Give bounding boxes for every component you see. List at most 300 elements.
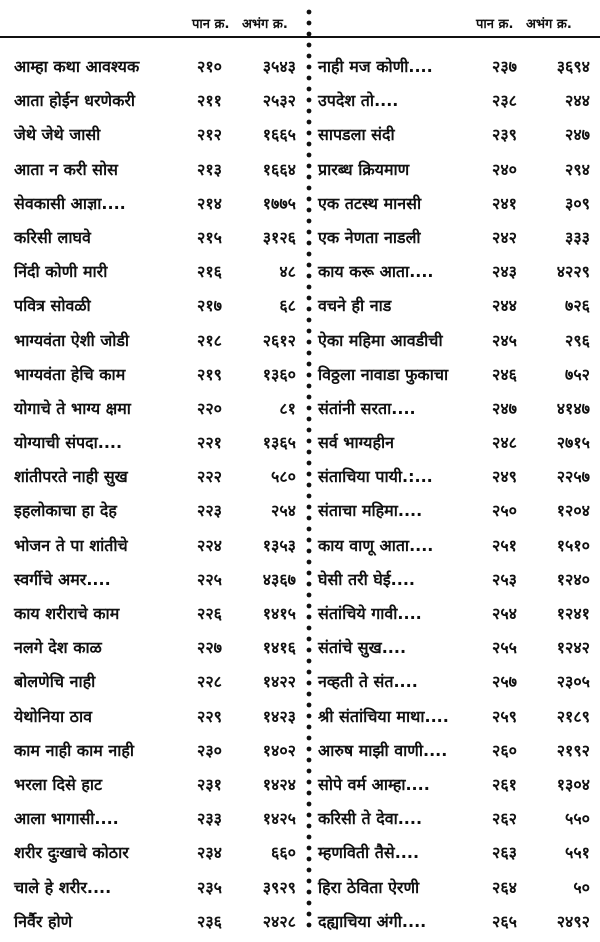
divider-dot bbox=[307, 252, 312, 257]
entry-page-number: २३३ bbox=[197, 809, 222, 829]
index-entry bbox=[14, 426, 304, 460]
index-entry bbox=[14, 221, 304, 255]
entry-title: नाही मज कोणी.... bbox=[318, 57, 433, 76]
divider-dot bbox=[307, 626, 312, 631]
entry-abhang-number: २९४ bbox=[565, 159, 590, 179]
entry-title: म्हणविती तैसे.... bbox=[318, 843, 420, 863]
entry-abhang-number: २६१२ bbox=[262, 330, 296, 350]
entry-abhang-number: २४२८ bbox=[262, 911, 296, 931]
divider-dot bbox=[307, 329, 312, 334]
entry-page-number: २२४ bbox=[197, 535, 222, 555]
entry-page-number: २२५ bbox=[197, 569, 222, 589]
divider-dot bbox=[307, 868, 312, 873]
entry-abhang-number: १३६० bbox=[262, 364, 296, 384]
entry-title: निंदी कोणी मारी bbox=[14, 262, 108, 282]
entry-abhang-number: ५५० bbox=[565, 809, 590, 829]
index-entry bbox=[318, 118, 593, 152]
divider-dot bbox=[307, 758, 312, 763]
divider-dot bbox=[307, 285, 312, 290]
index-entry bbox=[14, 700, 304, 734]
entry-page-number: २४५ bbox=[492, 330, 517, 350]
entry-title: ऐका महिमा आवडीची bbox=[318, 330, 443, 350]
entry-title: बोलणेचि नाही bbox=[14, 672, 96, 692]
entry-title: आम्हा कथा आवश्यक bbox=[14, 57, 140, 76]
entry-abhang-number: ३०९ bbox=[565, 193, 590, 213]
divider-dot bbox=[307, 395, 312, 400]
entry-title: सोपे वर्म आम्हा.... bbox=[318, 774, 430, 794]
divider-dot bbox=[307, 65, 312, 70]
entry-title: सेवकासी आज्ञा.... bbox=[14, 193, 126, 213]
index-entry bbox=[318, 665, 593, 699]
entry-abhang-number: १४२३ bbox=[262, 706, 296, 726]
entry-abhang-number: १३०४ bbox=[556, 774, 590, 794]
index-entry bbox=[14, 734, 304, 768]
divider-dot bbox=[307, 340, 312, 345]
entry-abhang-number: ४१४७ bbox=[556, 398, 590, 418]
entry-title: काम नाही काम नाही bbox=[14, 740, 135, 760]
right-column-header bbox=[476, 14, 580, 32]
index-entry bbox=[318, 631, 593, 665]
index-entry bbox=[14, 153, 304, 187]
divider-dot bbox=[307, 659, 312, 664]
index-entry bbox=[14, 187, 304, 221]
entry-abhang-number: २५४ bbox=[271, 501, 296, 521]
entry-page-number: २४४ bbox=[492, 296, 517, 316]
entry-abhang-number: १७७५ bbox=[262, 193, 296, 213]
entry-abhang-number: १३५३ bbox=[262, 535, 296, 555]
entry-page-number: २२३ bbox=[197, 501, 222, 521]
divider-dot bbox=[307, 494, 312, 499]
divider-dot bbox=[307, 76, 312, 81]
entry-page-number: २५४ bbox=[492, 604, 517, 623]
divider-dot bbox=[307, 472, 312, 477]
index-entry bbox=[318, 734, 593, 768]
index-entry bbox=[14, 597, 304, 631]
entry-abhang-number: ३९२९ bbox=[262, 877, 296, 897]
divider-dot bbox=[307, 263, 312, 268]
entry-page-number: २६१ bbox=[492, 774, 517, 794]
index-entry bbox=[318, 426, 593, 460]
index-entry bbox=[318, 392, 593, 426]
divider-dot bbox=[307, 230, 312, 235]
entry-title: काय शरीराचे काम bbox=[14, 604, 120, 623]
entry-abhang-number: १२४२ bbox=[556, 638, 590, 658]
entry-title: नलगे देश काळ bbox=[14, 638, 102, 658]
divider-dot bbox=[307, 637, 312, 642]
page-number-heading: पान क्र. bbox=[192, 17, 230, 32]
divider-dot bbox=[307, 131, 312, 136]
entry-page-number: २५७ bbox=[492, 672, 517, 692]
index-entry bbox=[14, 494, 304, 528]
divider-dot bbox=[307, 406, 312, 411]
left-column-header bbox=[192, 14, 296, 32]
divider-dot bbox=[307, 769, 312, 774]
entry-abhang-number: १२०४ bbox=[556, 501, 590, 521]
entry-title: पवित्र सोवळी bbox=[14, 296, 91, 316]
divider-dot bbox=[307, 571, 312, 576]
divider-dot bbox=[307, 703, 312, 708]
entry-abhang-number: २१९२ bbox=[556, 740, 590, 760]
divider-dot bbox=[307, 527, 312, 532]
index-entry bbox=[318, 836, 593, 870]
divider-dot bbox=[307, 593, 312, 598]
entry-title: येथोनिया ठाव bbox=[14, 706, 93, 726]
index-entry bbox=[14, 255, 304, 289]
divider-dot bbox=[307, 648, 312, 653]
abhang-number-heading: अभंग क्र. bbox=[525, 17, 572, 32]
divider-dot bbox=[307, 307, 312, 312]
entry-abhang-number: १४२४ bbox=[262, 774, 296, 794]
entry-page-number: २५३ bbox=[492, 569, 517, 589]
divider-dot bbox=[307, 208, 312, 213]
index-entry bbox=[14, 631, 304, 665]
index-entry bbox=[14, 768, 304, 802]
divider-dot bbox=[307, 824, 312, 829]
entry-page-number: २६५ bbox=[492, 911, 517, 931]
entry-title: दह्याचिया अंगी.... bbox=[318, 911, 427, 931]
entry-page-number: २६२ bbox=[492, 809, 517, 829]
entry-abhang-number: ७५२ bbox=[565, 364, 590, 384]
divider-dot bbox=[307, 846, 312, 851]
entry-abhang-number: १४२५ bbox=[262, 809, 296, 829]
divider-dot bbox=[307, 791, 312, 796]
index-entry bbox=[318, 597, 593, 631]
index-entry bbox=[318, 768, 593, 802]
index-entry bbox=[318, 563, 593, 597]
entry-title: आता होईन धरणेकरी bbox=[14, 91, 136, 111]
entry-page-number: २३५ bbox=[197, 877, 222, 897]
divider-dot bbox=[307, 879, 312, 884]
divider-dot bbox=[307, 450, 312, 455]
entry-abhang-number: ५० bbox=[573, 877, 590, 897]
index-entry bbox=[318, 494, 593, 528]
entry-abhang-number: २४९२ bbox=[556, 911, 590, 931]
entry-title: शरीर दुःखाचे कोठार bbox=[14, 843, 129, 863]
divider-dot bbox=[307, 197, 312, 202]
divider-dot bbox=[307, 681, 312, 686]
entry-page-number: २१२ bbox=[197, 125, 222, 145]
entry-title: सर्व भाग्यहीन bbox=[318, 433, 394, 453]
entry-page-number: २१४ bbox=[197, 193, 222, 213]
divider-dot bbox=[307, 604, 312, 609]
divider-dot bbox=[307, 538, 312, 543]
index-entry bbox=[318, 289, 593, 323]
entry-page-number: २६३ bbox=[492, 843, 517, 863]
divider-dot bbox=[307, 725, 312, 730]
entry-abhang-number: ५५१ bbox=[565, 843, 590, 863]
entry-page-number: २५० bbox=[492, 501, 517, 521]
divider-dot bbox=[307, 21, 312, 26]
divider-dot bbox=[307, 670, 312, 675]
divider-dot bbox=[307, 274, 312, 279]
divider-dot bbox=[307, 835, 312, 840]
index-entry bbox=[14, 289, 304, 323]
entry-page-number: २४७ bbox=[492, 398, 517, 418]
entry-page-number: २६० bbox=[492, 740, 517, 760]
entry-title: घेसी तरी घेई.... bbox=[318, 569, 415, 589]
entry-title: संतांचे सुख.... bbox=[318, 638, 407, 658]
entry-title: सापडला संदी bbox=[318, 125, 395, 145]
entry-title: भरला दिसे हाट bbox=[14, 774, 103, 794]
entry-abhang-number: १४१५ bbox=[262, 604, 296, 623]
divider-dot bbox=[307, 98, 312, 103]
divider-dot bbox=[307, 153, 312, 158]
divider-dot bbox=[307, 175, 312, 180]
entry-abhang-number: १४१६ bbox=[262, 638, 296, 658]
entry-abhang-number: १२४० bbox=[556, 569, 590, 589]
divider-dot bbox=[307, 318, 312, 323]
entry-title: निर्वैर होणे bbox=[14, 911, 73, 931]
divider-dot bbox=[307, 890, 312, 895]
entry-title: शांतीपरते नाही सुख bbox=[14, 467, 128, 487]
index-entry bbox=[318, 871, 593, 905]
entry-page-number: २४९ bbox=[492, 467, 517, 487]
index-entry bbox=[14, 665, 304, 699]
entry-title: नव्हती ते संत.... bbox=[318, 672, 418, 692]
entry-page-number: २१५ bbox=[197, 227, 222, 247]
page-number-heading: पान क्र. bbox=[476, 17, 514, 32]
index-entry bbox=[318, 700, 593, 734]
entry-title: उपदेश तो.... bbox=[318, 91, 399, 111]
divider-dot bbox=[307, 296, 312, 301]
divider-dot bbox=[307, 692, 312, 697]
divider-dot bbox=[307, 219, 312, 224]
divider-dot bbox=[307, 142, 312, 147]
entry-abhang-number: २२५७ bbox=[556, 467, 590, 487]
entry-abhang-number: १३६५ bbox=[262, 433, 296, 453]
entry-title: चाले हे शरीर.... bbox=[14, 877, 112, 897]
entry-title: वचने ही नाड bbox=[318, 296, 392, 316]
entry-title: संताचिया पायी.:... bbox=[318, 467, 433, 487]
entry-title: प्रारब्ध क्रियमाण bbox=[318, 159, 410, 179]
divider-dot bbox=[307, 615, 312, 620]
entry-abhang-number: ६८ bbox=[279, 296, 296, 316]
header-rule bbox=[0, 36, 600, 38]
divider-dot bbox=[307, 164, 312, 169]
entry-title: विठ्ठला नावाडा फुकाचा bbox=[318, 364, 449, 384]
entry-page-number: २३८ bbox=[492, 91, 517, 111]
divider-dot bbox=[307, 483, 312, 488]
divider-dot bbox=[307, 780, 312, 785]
divider-dot bbox=[307, 186, 312, 191]
divider-dot bbox=[307, 109, 312, 114]
index-entry bbox=[14, 460, 304, 494]
entry-abhang-number: ८१ bbox=[279, 398, 296, 418]
entry-page-number: २४० bbox=[492, 159, 517, 179]
index-entry bbox=[14, 871, 304, 905]
entry-title: संतांचिये गावी.... bbox=[318, 604, 422, 623]
index-entry bbox=[14, 324, 304, 358]
index-entry bbox=[14, 84, 304, 118]
index-entry bbox=[318, 84, 593, 118]
entry-page-number: २३१ bbox=[197, 774, 222, 794]
entry-page-number: २५५ bbox=[492, 638, 517, 658]
index-entry bbox=[14, 118, 304, 152]
entry-abhang-number: १६६४ bbox=[262, 159, 296, 179]
divider-dot bbox=[307, 120, 312, 125]
entry-abhang-number: ७२६ bbox=[565, 296, 590, 316]
entry-abhang-number: २४७ bbox=[565, 125, 590, 145]
entry-title: आता न करी सोस bbox=[14, 159, 118, 179]
entry-title: संताचा महिमा.... bbox=[318, 501, 423, 521]
right-index-column bbox=[318, 50, 593, 939]
index-entry bbox=[318, 358, 593, 392]
entry-title: श्री संतांचिया माथा.... bbox=[318, 706, 449, 726]
index-entry bbox=[318, 153, 593, 187]
index-entry bbox=[14, 392, 304, 426]
index-entry bbox=[14, 358, 304, 392]
entry-page-number: २४६ bbox=[492, 364, 517, 384]
entry-page-number: २२२ bbox=[197, 467, 222, 487]
entry-page-number: २४३ bbox=[492, 262, 517, 282]
entry-page-number: २२७ bbox=[197, 638, 222, 658]
index-entry bbox=[318, 324, 593, 358]
entry-page-number: २३० bbox=[197, 740, 222, 760]
entry-abhang-number: १२४१ bbox=[556, 604, 590, 623]
index-entry bbox=[14, 802, 304, 836]
entry-page-number: २३४ bbox=[197, 843, 222, 863]
entry-title: भाग्यवंता हेचि काम bbox=[14, 364, 126, 384]
divider-dot bbox=[307, 428, 312, 433]
entry-title: एक तटस्थ मानसी bbox=[318, 193, 422, 213]
entry-abhang-number: ५८० bbox=[271, 467, 296, 487]
entry-page-number: २४१ bbox=[492, 193, 517, 213]
entry-title: काय वाणू आता.... bbox=[318, 535, 434, 555]
divider-dot bbox=[307, 362, 312, 367]
entry-abhang-number: ३३३ bbox=[565, 227, 590, 247]
entry-page-number: २३७ bbox=[492, 57, 517, 76]
entry-title: काय करू आता.... bbox=[318, 262, 434, 282]
entry-title: एक नेणता नाडली bbox=[318, 227, 421, 247]
index-entry bbox=[318, 221, 593, 255]
divider-dot bbox=[307, 439, 312, 444]
entry-abhang-number: १४०२ bbox=[262, 740, 296, 760]
index-entry bbox=[14, 905, 304, 939]
entry-page-number: २१६ bbox=[197, 262, 222, 282]
entry-page-number: २३६ bbox=[197, 911, 222, 931]
entry-page-number: २१८ bbox=[197, 330, 222, 350]
entry-abhang-number: ४२२९ bbox=[556, 262, 590, 282]
entry-page-number: २११ bbox=[197, 91, 222, 111]
divider-dot bbox=[307, 857, 312, 862]
divider-dot bbox=[307, 417, 312, 422]
entry-abhang-number: २९६ bbox=[565, 330, 590, 350]
left-index-column bbox=[14, 50, 304, 939]
entry-title: योग्याची संपदा.... bbox=[14, 433, 123, 453]
divider-dot bbox=[307, 384, 312, 389]
divider-dot bbox=[307, 813, 312, 818]
divider-dot bbox=[307, 901, 312, 906]
index-entry bbox=[318, 460, 593, 494]
entry-title: स्वर्गीचे अमर.... bbox=[14, 569, 111, 589]
divider-dot bbox=[307, 32, 312, 37]
entry-title: भाग्यवंता ऐशी जोडी bbox=[14, 330, 130, 350]
divider-dot bbox=[307, 461, 312, 466]
entry-abhang-number: ३६९४ bbox=[556, 57, 590, 76]
entry-page-number: २३९ bbox=[492, 125, 517, 145]
divider-dot bbox=[307, 87, 312, 92]
entry-page-number: २१३ bbox=[197, 159, 222, 179]
entry-title: आला भागासी.... bbox=[14, 809, 119, 829]
entry-abhang-number: ६६० bbox=[271, 843, 296, 863]
divider-dot bbox=[307, 10, 312, 15]
entry-abhang-number: २४४ bbox=[565, 91, 590, 111]
divider-dot bbox=[307, 54, 312, 59]
index-entry bbox=[318, 905, 593, 939]
index-entry bbox=[318, 50, 593, 84]
divider-dot bbox=[307, 714, 312, 719]
index-entry bbox=[318, 529, 593, 563]
entry-page-number: २१० bbox=[197, 57, 222, 76]
entry-abhang-number: १६६५ bbox=[262, 125, 296, 145]
entry-page-number: २४८ bbox=[492, 433, 517, 453]
entry-abhang-number: २१८९ bbox=[556, 706, 590, 726]
divider-dot bbox=[307, 373, 312, 378]
divider-dot bbox=[307, 549, 312, 554]
entry-page-number: २२६ bbox=[197, 604, 222, 623]
entry-page-number: २२० bbox=[197, 398, 222, 418]
entry-abhang-number: १४२२ bbox=[262, 672, 296, 692]
entry-title: हिरा ठेविता ऐरणी bbox=[318, 877, 420, 897]
entry-title: योगाचे ते भाग्य क्षमा bbox=[14, 398, 131, 418]
index-entry bbox=[14, 836, 304, 870]
index-entry bbox=[14, 529, 304, 563]
column-divider bbox=[305, 8, 313, 938]
divider-dot bbox=[307, 516, 312, 521]
divider-dot bbox=[307, 747, 312, 752]
entry-page-number: २२८ bbox=[197, 672, 222, 692]
entry-abhang-number: २५३२ bbox=[262, 91, 296, 111]
entry-abhang-number: २७१५ bbox=[556, 433, 590, 453]
entry-page-number: २५१ bbox=[492, 535, 517, 555]
entry-title: करिसी लाघवे bbox=[14, 227, 91, 247]
entry-abhang-number: १५१० bbox=[556, 535, 590, 555]
entry-page-number: २१७ bbox=[197, 296, 222, 316]
divider-dot bbox=[307, 923, 312, 928]
entry-title: जेथे जेथे जासी bbox=[14, 125, 101, 145]
divider-dot bbox=[307, 351, 312, 356]
abhang-number-heading: अभंग क्र. bbox=[241, 17, 288, 32]
entry-title: आरुष माझी वाणी.... bbox=[318, 740, 448, 760]
divider-dot bbox=[307, 736, 312, 741]
divider-dot bbox=[307, 505, 312, 510]
index-entry bbox=[318, 255, 593, 289]
entry-title: संतांनी सरता.... bbox=[318, 398, 416, 418]
divider-dot bbox=[307, 912, 312, 917]
index-entry bbox=[318, 187, 593, 221]
entry-title: इहलोकाचा हा देह bbox=[14, 501, 117, 521]
index-entry bbox=[14, 563, 304, 597]
entry-title: भोजन ते पा शांतीचे bbox=[14, 535, 128, 555]
divider-dot bbox=[307, 560, 312, 565]
entry-abhang-number: ३१२६ bbox=[262, 227, 296, 247]
divider-dot bbox=[307, 802, 312, 807]
divider-dot bbox=[307, 43, 312, 48]
entry-page-number: २४२ bbox=[492, 227, 517, 247]
divider-dot bbox=[307, 582, 312, 587]
entry-page-number: २१९ bbox=[197, 364, 222, 384]
entry-page-number: २२९ bbox=[197, 706, 222, 726]
entry-title: करिसी ते देवा.... bbox=[318, 809, 423, 829]
entry-abhang-number: ३५४३ bbox=[262, 57, 296, 76]
divider-dot bbox=[307, 241, 312, 246]
entry-page-number: २६४ bbox=[492, 877, 517, 897]
entry-abhang-number: ४३६७ bbox=[262, 569, 296, 589]
index-entry bbox=[318, 802, 593, 836]
entry-page-number: २२१ bbox=[197, 433, 222, 453]
entry-abhang-number: २३०५ bbox=[556, 672, 590, 692]
entry-abhang-number: ४८ bbox=[279, 262, 296, 282]
